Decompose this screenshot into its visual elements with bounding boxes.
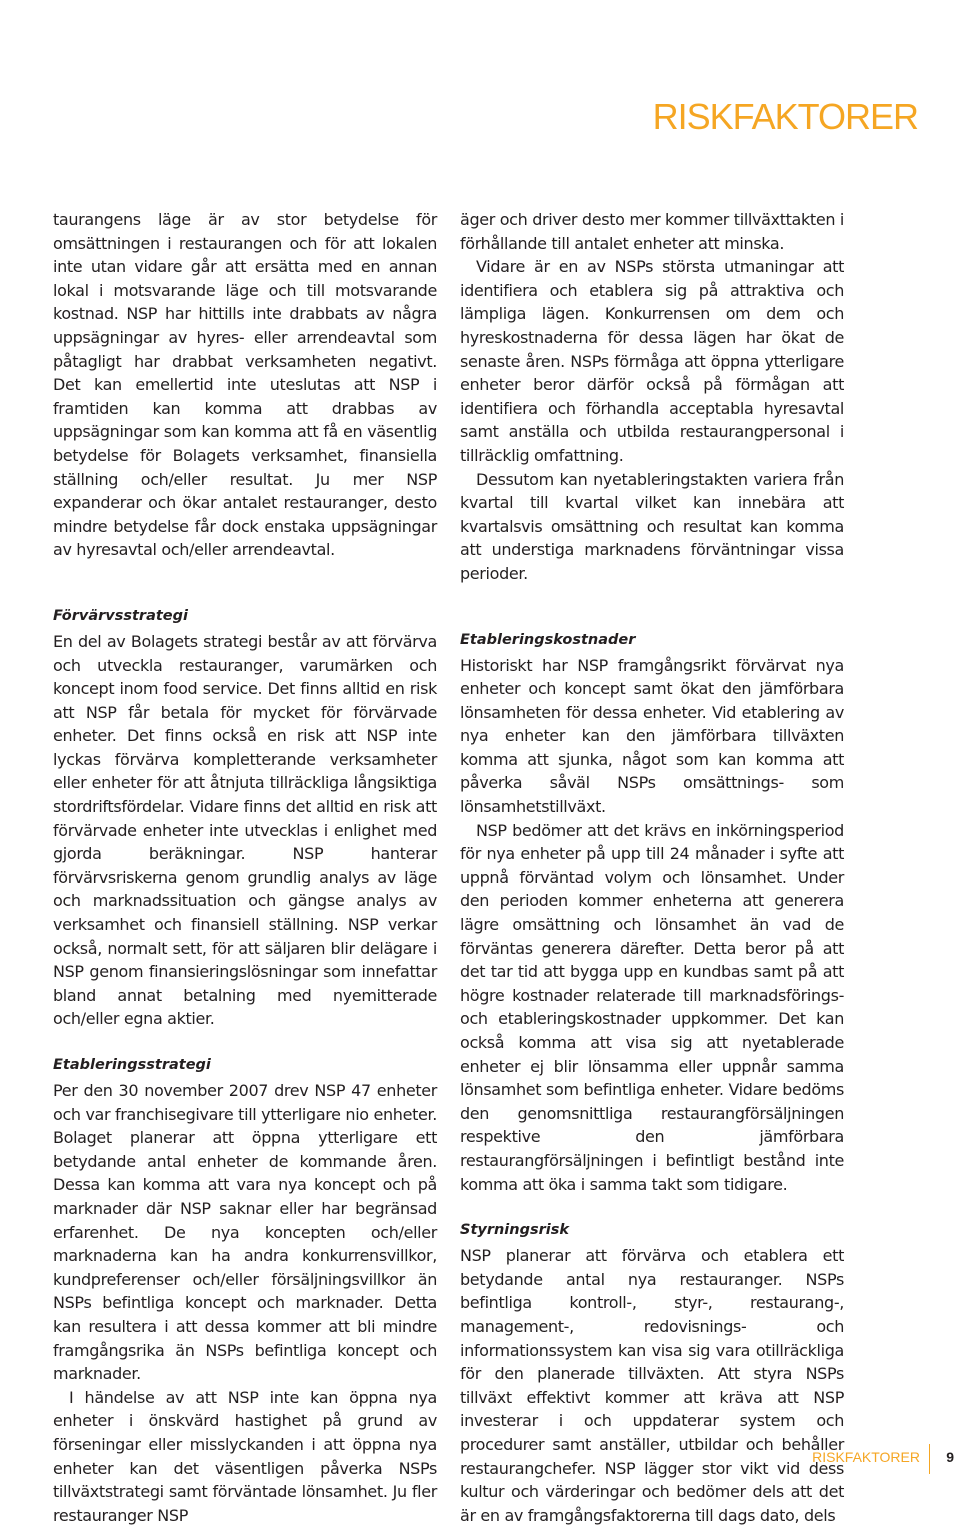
section-heading: Styrningsrisk	[460, 1222, 569, 1239]
paragraph: Vidare är en av NSPs största utmaningar att identifiera och etablera sig på attraktiva och lämpliga lägen. Konkurrensen om dem och hyreskostnaderna för dessa lägen har ökat de senaste åren. NSPs förmåga att öppna ytterligare enheter beror därför också på förmågan att identifiera och förhandla acceptabla hyresavtal samt anställa och utbilda restaurangpersonal i tillräcklig omfattning.	[460, 257, 844, 465]
footer-divider	[929, 1444, 931, 1474]
page-title: RISKFAKTORER	[652, 96, 918, 137]
section-heading: Etableringsstrategi	[53, 1057, 211, 1073]
section-heading: Etableringskostnader	[460, 631, 636, 648]
paragraph: NSP planerar att förvärva och etablera ett betydande antal nya restauranger. NSPs befintliga kontroll-, styr-, restaurang-, management-, redovisnings- och informationssystem kan visa sig vara otillräckliga för den planerade tillväxten. Att styra NSPs tillväxt effektivt kommer att kräva att NSP investerar i och uppdaterar system och procedurer samt anställer, utbildar och behåller restaurangchefer. NSP lägger stor vikt vid dess kultur och värderingar och bedömer dels att det är en av framgångsfaktorerna till dags dato, dels	[460, 1246, 844, 1525]
paragraph: Per den 30 november 2007 drev NSP 47 enheter och var franchisegivare till ytterligare nio enheter. Bolaget planerar att öppna ytterligare ett betydande antal enheter de kommande åren. Dessa kan komma att vara nya koncept och på marknader där NSP saknar eller har begränsad erfarenhet. De nya koncepten och/eller marknaderna kan ha andra konkurrensvillkor, kundpreferenser och/eller försäljningsvillkor än NSPs befintliga koncept och marknader. Detta kan resultera i att dessa kommer att bli mindre framgångsrika än NSPs befintliga koncept och marknader.	[53, 1081, 437, 1384]
paragraph: I händelse av att NSP inte kan öppna nya enheter i önskvärd hastighet på grund av förseningar eller misslyckanden i att öppna nya enheter kan det väsentligen påverka NSPs tillväxtstrategi samt förväntade lönsamhet. Ju fler restauranger NSP	[53, 1387, 437, 1525]
right-column	[460, 208, 844, 1527]
page-footer	[760, 1444, 960, 1474]
left-column	[53, 208, 437, 1527]
paragraph: Historiskt har NSP framgångsrikt förvärvat nya enheter och koncept samt ökat den jämförbara lönsamheten för dessa enheter. Vid etablering av nya enheter kan den jämförbara tillväxten komma att sjunka, något som kan komma att påverka såväl NSPs omsättnings- som lönsamhetstillväxt.	[460, 655, 844, 817]
section-heading: Förvärvsstrategi	[53, 607, 188, 624]
paragraph: äger och driver desto mer kommer tillväxttakten i förhållande till antalet enheter att minska.	[460, 210, 844, 253]
paragraph: taurangens läge är av stor betydelse för omsättningen i restaurangen och för att lokalen inte utan vidare går att ersätta med en annan lokal i motsvarande läge och till motsvarande kostnad. NSP har hittills inte drabbats av några uppsägningar av hyres- eller arrendeavtal som påtagligt har drabbat verksamheten negativt. Det kan emellertid inte uteslutas att NSP i framtiden kan komma att drabbas av uppsägningar som kan komma att få en väsentlig betydelse för Bolagets verksamhet, finansiella ställning och/eller resultat. Ju mer NSP expanderar och ökar antalet restauranger, desto mindre betydelse får dock enstaka uppsägningar av hyresavtal och/eller arrendeavtal.	[53, 210, 437, 560]
page-number: 9	[946, 1449, 954, 1465]
footer-section-label: RISKFAKTORER	[812, 1449, 920, 1465]
paragraph: En del av Bolagets strategi består av att förvärva och utveckla restauranger, varumärken och koncept inom food service. Det finns alltid en risk att NSP får betala för mycket för förvärvade enheter. Det finns också en risk att NSP inte lyckas förvärva kompletterande verksamheter eller enheter för att åtnjuta tillräckliga långsiktiga stordriftsfördelar. Vidare finns det alltid en risk att förvärvade enheter inte utvecklas i enlighet med gjorda beräkningar. NSP hanterar förvärvsriskerna genom grundlig analys av läge och marknadssituation och gängse analys av verksamhet och finansiell ställning. NSP verkar också, normalt sett, för att säljaren blir delägare i NSP genom finansieringslösningar som innefattar bland annat betalning med nyemitterade och/eller egna aktier.	[53, 631, 437, 1029]
paragraph: NSP bedömer att det krävs en inkörningsperiod för nya enheter på upp till 24 månader i syfte att uppnå förväntad volym och lönsamhet. Under den perioden kommer enheterna att generera lägre omsättning och lönsamhet än vad de förväntas generera därefter. Detta beror på att det tar tid att bygga upp en kundbas samt på att högre kostnader relaterade till marknadsförings- och etableringskostnader uppkommer. Det kan också komma att visa sig att nyetablerade enheter ej blir lönsamma eller uppnår samma lönsamhet som befintliga enheter. Vidare bedöms den genomsnittliga restaurangförsäljningen respektive den jämförbara restaurangförsäljningen i befintligt bestånd inte komma att öka i samma takt som tidigare.	[460, 820, 844, 1194]
paragraph: Dessutom kan nyetableringstakten variera från kvartal till kvartal vilket kan innebära att kvartalsvis omsättning och resultat kan komma att understiga marknadens förväntningar vissa perioder.	[460, 469, 844, 583]
